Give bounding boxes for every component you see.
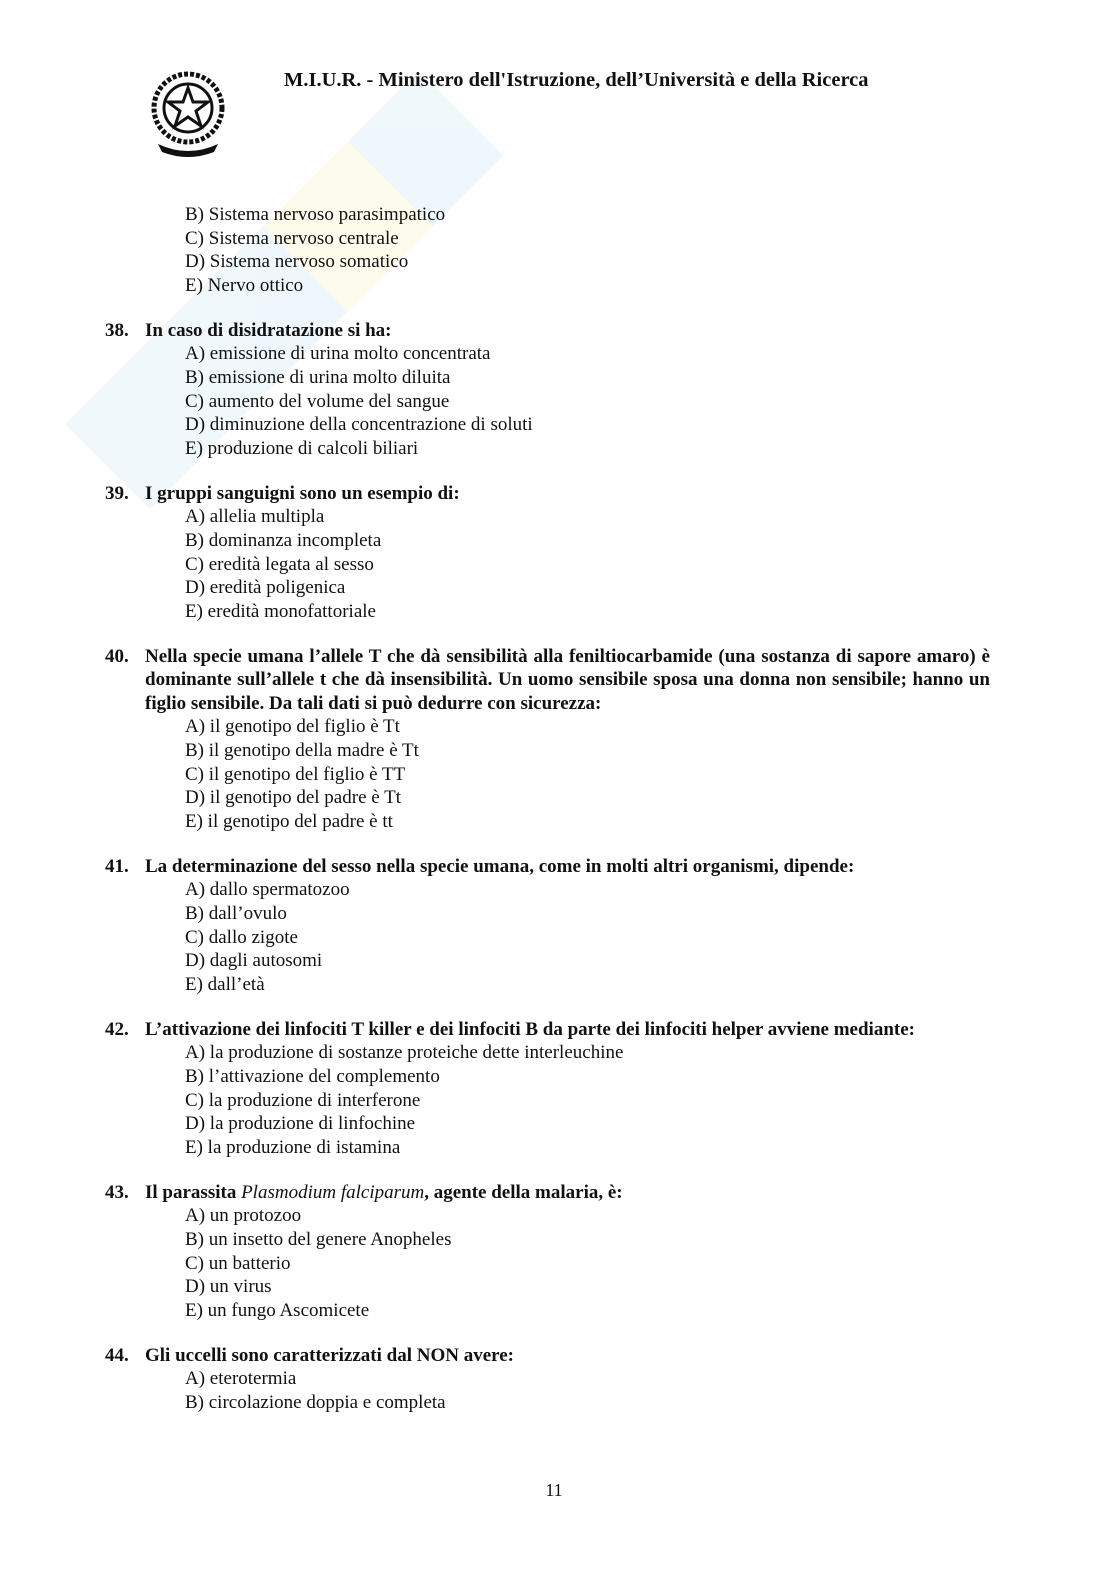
answer-option: B) dominanza incompleta xyxy=(185,529,382,551)
species-name: Plasmodium falciparum xyxy=(241,1181,425,1203)
page-number: 11 xyxy=(545,1480,563,1500)
answer-option: B) circolazione doppia e completa xyxy=(185,1391,446,1413)
answer-option: A) un protozoo xyxy=(185,1205,302,1227)
answer-option: D) eredità poligenica xyxy=(185,577,346,599)
answer-option: A) la produzione di sostanze proteiche dette interleuchine xyxy=(185,1042,624,1064)
answer-option: C) dallo zigote xyxy=(185,926,298,948)
answer-option: A) dallo spermatozoo xyxy=(185,879,350,901)
question-row xyxy=(0,319,1116,343)
question-stem xyxy=(145,1018,990,1042)
question-text: In caso di disidratazione si ha: xyxy=(145,319,392,341)
answer-option: B) Sistema nervoso parasimpatico xyxy=(185,204,446,225)
question-text: Il parassita xyxy=(145,1181,242,1203)
answer-option: D) un virus xyxy=(185,1276,272,1298)
answer-option: E) Nervo ottico xyxy=(185,274,304,296)
header-title: M.I.U.R. - Ministero dell'Istruzione, dell’Università e della Ricerca xyxy=(284,69,869,91)
answer-option: B) l’attivazione del complemento xyxy=(185,1065,440,1087)
answer-option: C) Sistema nervoso centrale xyxy=(185,227,399,249)
question-number: 39. xyxy=(105,482,129,504)
question-stem xyxy=(145,1344,990,1368)
question-text: Nella specie umana l’allele T che dà sensibilità alla feniltiocarbamide (una sostanza di sapore amaro) è dominante sull’allele t che dà insensibilità. Un uomo sensibile sposa una donna non sensibile; hanno un figlio sensibile. Da tali dati si può dedurre con sicurezza: xyxy=(145,645,990,714)
question-number: 38. xyxy=(105,319,129,341)
answer-option: A) allelia multipla xyxy=(185,506,325,528)
answer-option: D) Sistema nervoso somatico xyxy=(185,251,409,273)
answer-option: C) un batterio xyxy=(185,1252,291,1274)
question-number: 44. xyxy=(105,1344,129,1366)
question-row xyxy=(0,855,1116,879)
question-42 xyxy=(0,1018,1116,1160)
question-row xyxy=(0,1344,1116,1368)
answer-option: E) eredità monofattoriale xyxy=(185,600,376,622)
question-row xyxy=(0,645,1116,716)
question-number: 43. xyxy=(105,1181,129,1203)
answer-option: D) dagli autosomi xyxy=(185,950,323,972)
answer-option: B) il genotipo della madre è Tt xyxy=(185,740,419,762)
answer-option: B) dall’ovulo xyxy=(185,903,287,924)
answer-option: C) il genotipo del figlio è TT xyxy=(185,763,406,785)
question-stem xyxy=(145,319,990,343)
question-row xyxy=(0,1018,1116,1042)
italian-republic-emblem xyxy=(148,66,228,158)
question-number: 41. xyxy=(105,855,129,877)
answer-option: C) la produzione di interferone xyxy=(185,1089,421,1111)
question-39 xyxy=(0,482,1116,624)
answer-option: D) diminuzione della concentrazione di soluti xyxy=(185,414,533,436)
answer-option: E) un fungo Ascomicete xyxy=(185,1299,370,1321)
question-number: 42. xyxy=(105,1018,129,1040)
questions xyxy=(0,319,1116,1415)
question-41 xyxy=(0,855,1116,997)
question-stem xyxy=(145,482,990,506)
question-stem xyxy=(145,1181,990,1205)
question-44 xyxy=(0,1344,1116,1415)
answer-option: A) emissione di urina molto concentrata xyxy=(185,343,491,365)
answer-option: E) dall’età xyxy=(185,973,265,995)
question-text: L’attivazione dei linfociti T killer e dei linfociti B da parte dei linfociti helper avviene mediante: xyxy=(145,1018,915,1040)
question-row xyxy=(0,482,1116,506)
question-text: Gli uccelli sono caratterizzati dal NON avere: xyxy=(145,1344,514,1366)
answer-option: D) il genotipo del padre è Tt xyxy=(185,787,401,809)
answer-option: C) aumento del volume del sangue xyxy=(185,390,450,412)
question-text: , agente della malaria, è: xyxy=(424,1181,623,1203)
question-number: 40. xyxy=(105,645,129,667)
answer-option: E) il genotipo del padre è tt xyxy=(185,810,393,832)
continued-options xyxy=(0,203,1116,297)
question-38 xyxy=(0,319,1116,461)
question-text: La determinazione del sesso nella specie umana, come in molti altri organismi, dipende: xyxy=(145,855,855,877)
question-text: I gruppi sanguigni sono un esempio di: xyxy=(145,482,460,504)
answer-option: C) eredità legata al sesso xyxy=(185,553,374,575)
question-list xyxy=(0,203,1116,1414)
question-40 xyxy=(0,645,1116,834)
question-stem xyxy=(145,855,990,879)
answer-option: B) un insetto del genere Anopheles xyxy=(185,1228,452,1250)
question-stem xyxy=(145,645,990,716)
answer-option: D) la produzione di linfochine xyxy=(185,1113,416,1135)
question-43 xyxy=(0,1181,1116,1323)
answer-option: B) emissione di urina molto diluita xyxy=(185,366,451,388)
answer-option: E) produzione di calcoli biliari xyxy=(185,437,419,459)
answer-option: E) la produzione di istamina xyxy=(185,1136,401,1158)
answer-option: A) eterotermia xyxy=(185,1368,297,1390)
answer-option: A) il genotipo del figlio è Tt xyxy=(185,716,400,738)
question-row xyxy=(0,1181,1116,1205)
